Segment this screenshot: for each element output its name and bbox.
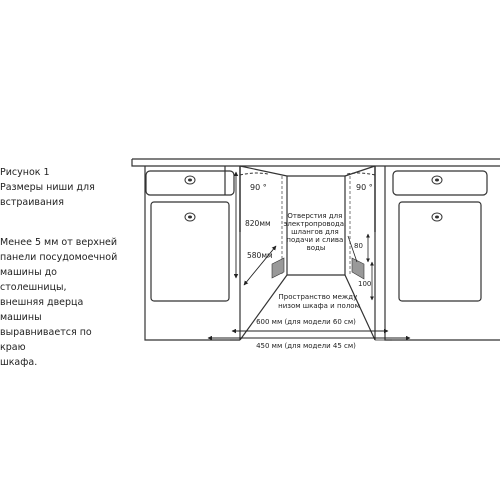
depth-label: 580мм <box>247 251 273 260</box>
figure-title-line: Рисунок 1 <box>0 167 50 178</box>
holes-label-line: воды <box>306 244 326 252</box>
holes-label <box>284 212 349 252</box>
holes-label-line: электропровода, <box>283 220 347 228</box>
space-label <box>278 293 360 310</box>
holes-label-line: шлангов для <box>291 228 339 236</box>
figure-title-line: встраивания <box>0 197 64 208</box>
figure-title-line: Размеры ниши для <box>0 182 95 193</box>
offset-100-label: 100 <box>358 280 372 288</box>
left-door-knob-icon <box>185 213 195 221</box>
note-line: выравнивается по краю <box>0 327 92 353</box>
space-label-line: Пространство между <box>278 293 358 301</box>
right-drawer-knob-icon <box>432 176 442 184</box>
right-cabinet <box>385 166 500 340</box>
space-label-line: низом шкафа и полом <box>278 302 360 310</box>
note-line: машины до столешницы, <box>0 267 67 293</box>
width-45-label: 450 мм (для модели 45 см) <box>256 342 356 350</box>
note-line: шкафа. <box>0 357 38 368</box>
holes-label-line: Отверстия для <box>287 212 343 220</box>
hole-marker-right <box>352 258 364 279</box>
door-swing-right <box>347 166 375 232</box>
angle-label-left: 90 ° <box>250 183 267 192</box>
holes-label-line: подачи и слива <box>286 236 344 244</box>
offset-80-label: 80 <box>354 242 363 250</box>
height-label: 820мм <box>245 219 271 228</box>
left-drawer-knob-icon <box>185 176 195 184</box>
note-line: панели посудомоечной <box>0 252 118 263</box>
width-60-label: 600 мм (для модели 60 см) <box>256 318 356 326</box>
right-door-knob-icon <box>432 213 442 221</box>
hole-marker-left <box>272 258 284 278</box>
note-line: Менее 5 мм от верхней <box>0 237 118 248</box>
left-cabinet <box>145 166 240 340</box>
note-line: внешняя дверца машины <box>0 297 84 323</box>
countertop <box>132 159 500 166</box>
angle-label-right: 90 ° <box>356 183 373 192</box>
